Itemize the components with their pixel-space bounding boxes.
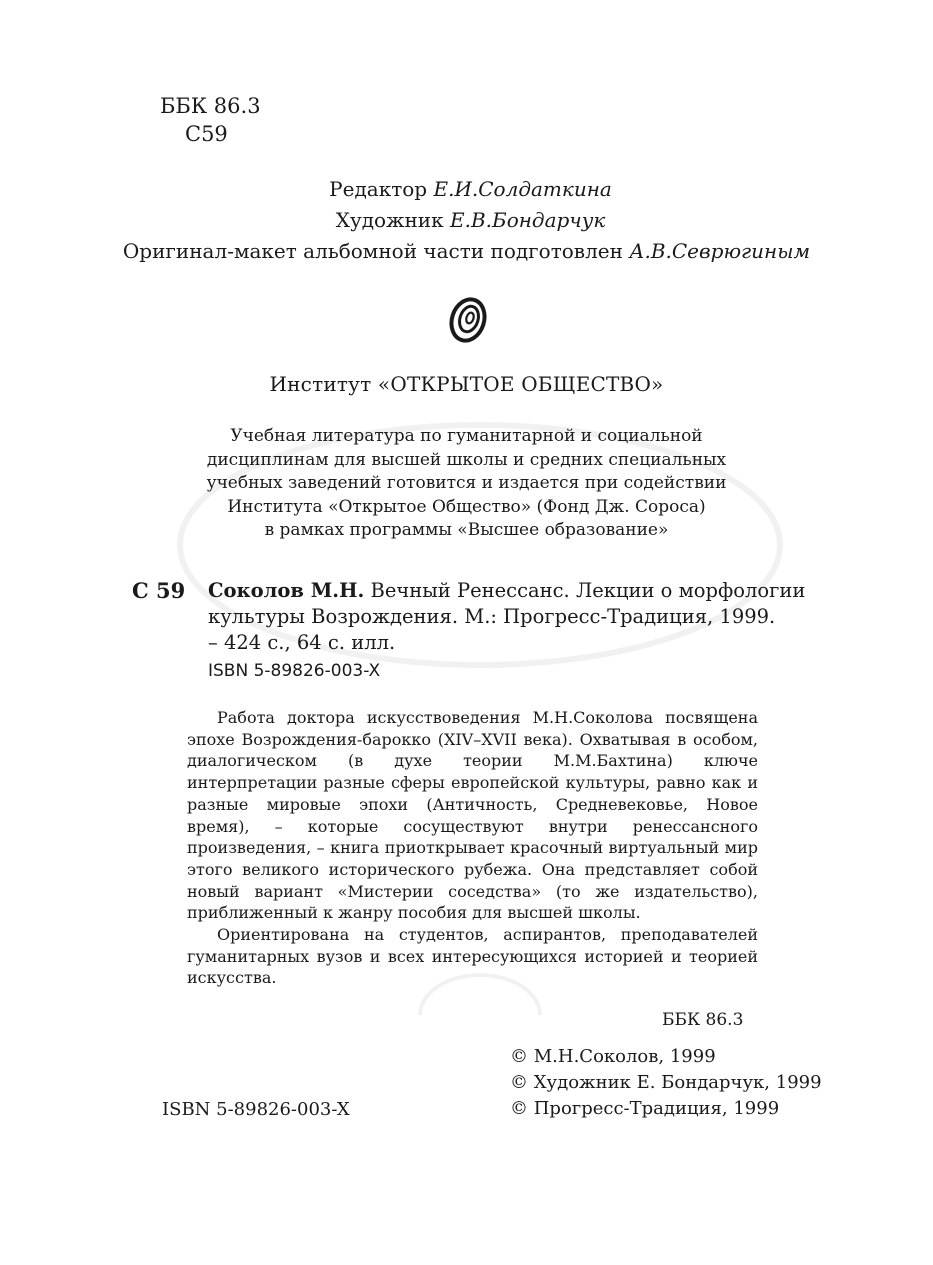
copyright-line: © М.Н.Соколов, 1999: [510, 1046, 716, 1067]
copyright-line: © Прогресс-Традиция, 1999: [510, 1098, 780, 1119]
editor-line: [0, 174, 933, 205]
edu-line: дисциплинам для высшей школы и средних специальных: [206, 449, 727, 470]
abstract-paragraph-1: Работа доктора искусствоведения М.Н.Соколова посвящена эпохе Возрождения-барокко (XIV–XVII века). Охватывая в особом, диалогическом (в духе теории М.М.Бахтина) ключе интерпретации разные сферы европейской культуры, равно как и разные мировые эпохи (Античность, Средневековье, Новое время), – которые сосуществуют внутри ренессансного произведения, – книга приоткрывает красочный виртуальный мир этого великого исторического рубежа. Она представляет собой новый вариант «Мистерии соседства» (то же издательство), приближенный к жанру пособия для высшей школы.: [187, 708, 758, 923]
author-mark: С59: [185, 122, 228, 146]
credits-block: [0, 174, 933, 267]
copyright-block: [510, 1044, 822, 1122]
entry-line-1: [208, 578, 808, 604]
entry-line-2: культуры Возрождения. М.: Прогресс-Традиция, 1999.: [208, 605, 776, 628]
institute-logo-icon: [448, 296, 488, 344]
entry-author: Соколов М.Н.: [208, 579, 365, 602]
catalog-entry-code: С 59: [132, 578, 186, 603]
catalog-entry: [208, 578, 808, 656]
bbk-classification-top: [160, 92, 261, 148]
institute-name: Институт «ОТКРЫТОЕ ОБЩЕСТВО»: [269, 372, 664, 396]
bbk-code: ББК 86.3: [160, 94, 261, 118]
editor-name: Е.И.Солдаткина: [433, 177, 612, 201]
copyright-line: © Художник Е. Бондарчук, 1999: [510, 1072, 822, 1093]
layout-name: А.В.Севрюгиным: [629, 239, 811, 263]
entry-title: Вечный Ренессанс. Лекции о морфологии: [370, 579, 806, 602]
edu-line: учебных заведений готовится и издается при содействии: [206, 473, 727, 493]
editor-label: Редактор: [329, 177, 428, 201]
layout-line: [0, 236, 933, 267]
isbn-bottom: ISBN 5-89826-003-X: [162, 1099, 350, 1120]
entry-isbn: ISBN 5-89826-003-X: [208, 661, 381, 681]
education-note: [0, 425, 933, 543]
artist-line: [0, 205, 933, 236]
abstract-paragraph-2: Ориентирована на студентов, аспирантов, преподавателей гуманитарных вузов и всех интересующихся историей и теорией искусства.: [187, 925, 758, 988]
artist-name: Е.В.Бондарчук: [449, 208, 606, 232]
layout-label: Оригинал-макет альбомной части подготовлен: [122, 239, 623, 263]
entry-line-3: – 424 с., 64 с. илл.: [208, 631, 396, 654]
edu-line: в рамках программы «Высшее образование»: [264, 520, 669, 540]
bbk-classification-bottom: ББК 86.3: [662, 1010, 744, 1030]
edu-line: Учебная литература по гуманитарной и социальной: [230, 426, 703, 446]
abstract: [187, 707, 758, 989]
artist-label: Художник: [335, 208, 444, 232]
edu-line: Института «Открытое Общество» (Фонд Дж. Сороса): [227, 496, 706, 517]
